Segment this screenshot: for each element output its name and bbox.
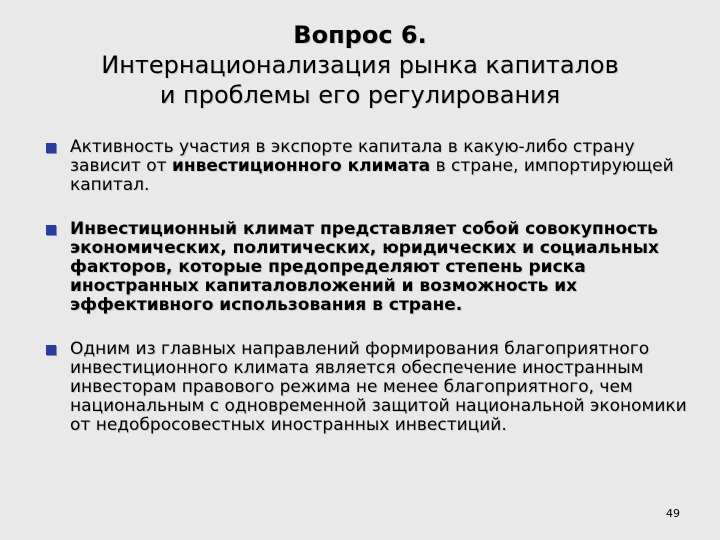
title-topic-line-2: и проблемы его регулирования [159, 81, 561, 109]
bullet-item-investment-climate-definition [44, 220, 689, 315]
slide-title [30, 20, 690, 110]
page-number: 49 [666, 507, 680, 520]
title-topic-line-1: Интернационализация рынка капиталов [101, 51, 619, 79]
bullet-text: Одним из главных направлений формирования благоприятного инвестиционного климата является обеспечение иностранным инвесторам правового режима не менее благоприятного, чем национальным с одновременной защитой национальной экономики от недобросовестных иностранных инвестиций. [70, 339, 687, 435]
bullet-text-end: в стране, импортирующей капитал. [70, 156, 674, 195]
title-question-number: Вопрос 6. [293, 21, 427, 49]
bullet-square-icon [46, 345, 56, 355]
bullet-item-export-activity [44, 138, 689, 195]
bullet-list [44, 138, 689, 435]
bullet-square-icon [46, 143, 56, 153]
bullet-text: Инвестиционный климат представляет собой совокупность экономических, политических, юридических и социальных факторов, которые предопределяют степень риска иностранных капиталовложений и возможность их эффективного использования в стране. [70, 219, 659, 315]
bullet-square-icon [46, 225, 56, 235]
bullet-text: Активность участия в экспорте капитала в какую-либо страну зависит от [70, 137, 635, 176]
bullet-item-legal-regime [44, 340, 689, 435]
bullet-bold-term: инвестиционного климата [171, 156, 431, 176]
